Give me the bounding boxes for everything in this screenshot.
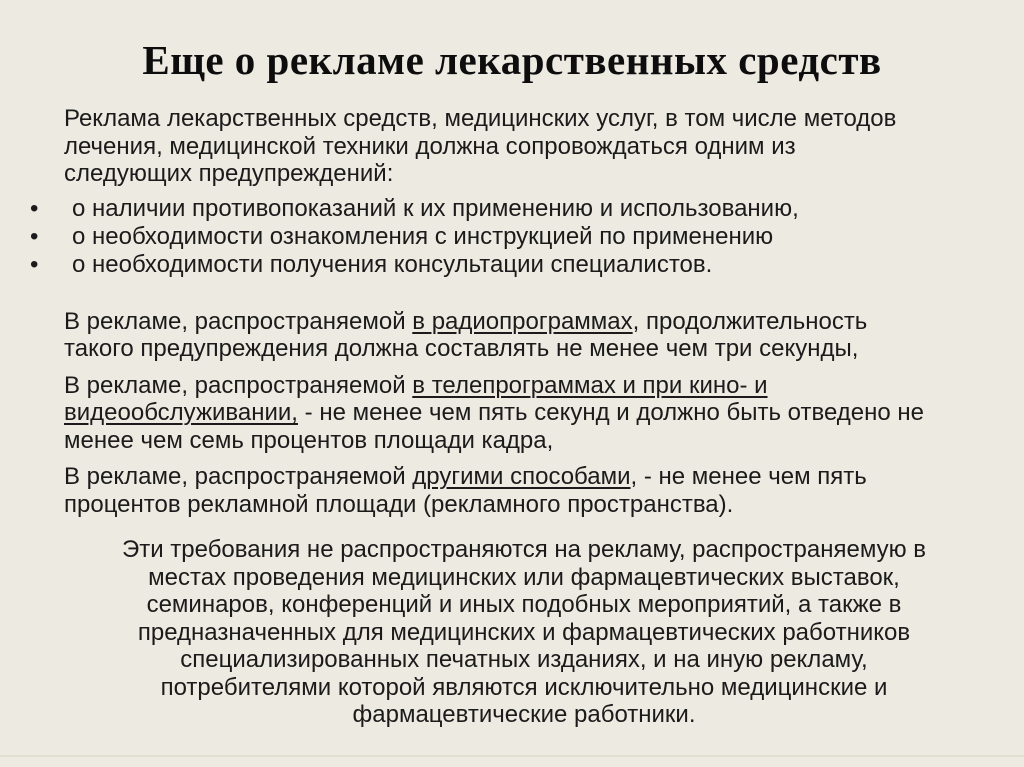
bullet-text: о наличии противопоказаний к их применению и использованию, xyxy=(72,194,799,222)
rule-paragraph-tv-cinema: В рекламе, распространяемой в телепрограммах и при кино- и видеообслуживании, - не менее чем пять секунд и должно быть отведено не менее чем семь процентов площади кадра, xyxy=(64,371,924,454)
bullet-marker: • xyxy=(30,222,39,250)
bullet-item-contraindications xyxy=(30,195,984,223)
bullet-text: о необходимости ознакомления с инструкцией по применению xyxy=(72,222,774,250)
bullet-list xyxy=(30,194,984,279)
rule-paragraph-radio: В рекламе, распространяемой в радиопрограммах, продолжительность такого предупреждения должна составлять не менее чем три секунды, xyxy=(64,307,868,362)
bullet-item-instructions xyxy=(30,223,984,251)
bullet-text: о необходимости получения консультации специалистов. xyxy=(72,250,713,278)
rule-paragraph-other-means: В рекламе, распространяемой другими способами, - не менее чем пять процентов рекламной площади (рекламного пространства). xyxy=(64,463,867,518)
intro-paragraph: Реклама лекарственных средств, медицинских услуг, в том числе методов лечения, медицинской техники должна сопровождаться одним из следующих предупреждений: xyxy=(64,105,897,187)
bullet-marker: • xyxy=(30,194,39,222)
slide-body xyxy=(0,105,1024,729)
bullet-marker: • xyxy=(30,250,39,278)
slide-bottom-edge xyxy=(0,755,1024,757)
bullet-item-consultation xyxy=(30,251,984,279)
slide-title: Еще о рекламе лекарственных средств xyxy=(142,37,882,83)
rules-section xyxy=(64,308,984,519)
exemption-paragraph: Эти требования не распространяются на рекламу, распространяемую в местах проведения медицинских или фармацевтических выставок, семинаров, конференций и иных подобных мероприятий, а также в предназначенных для медицинских и фармацевтических работников специализированных печатных изданиях, и на иную рекламу, потребителями которой являются исключительно медицинские и фармацевтические работники. xyxy=(121,536,927,728)
